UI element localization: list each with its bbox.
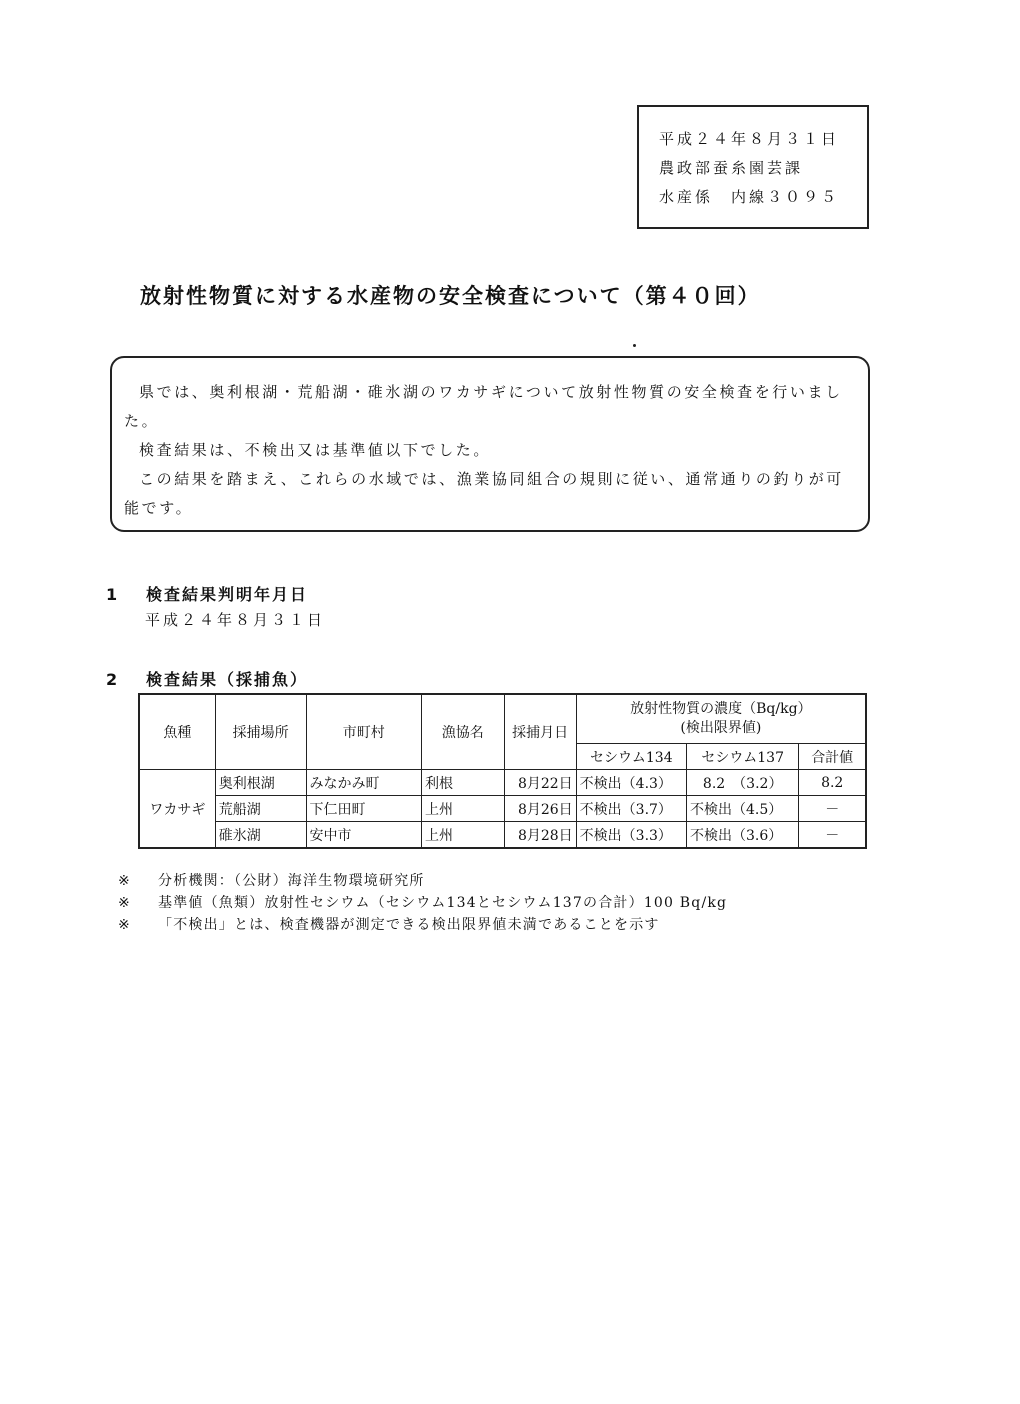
document-title: 放射性物質に対する水産物の安全検査について（第４０回） — [140, 284, 761, 308]
header-coop: 漁協名 — [422, 694, 504, 770]
note-mark: ※ — [118, 873, 131, 889]
note-text: 「不検出」とは、検査機器が測定できる検出限界値未満であることを示す — [158, 917, 660, 933]
total-cell: 8.2 — [799, 770, 866, 796]
header-cs134: セシウム134 — [576, 744, 686, 770]
town-cell: 下仁田町 — [306, 796, 421, 822]
notes-list — [118, 870, 918, 936]
section-1-heading — [106, 582, 308, 605]
coop-cell: 上州 — [422, 822, 504, 849]
fish-name-cell: ワカサギ — [139, 770, 215, 849]
header-date: 採捕月日 — [504, 694, 576, 770]
cs137-cell: 8.2 （3.2） — [687, 770, 799, 796]
date-cell: 8月26日 — [504, 796, 576, 822]
summary-box — [110, 356, 870, 532]
cs137-cell: 不検出（4.5） — [687, 796, 799, 822]
header-fish: 魚種 — [139, 694, 215, 770]
table-row — [139, 822, 866, 849]
header-town: 市町村 — [306, 694, 421, 770]
section-1-body: 平成２４年８月３１日 — [145, 611, 326, 629]
section-1-title: 検査結果判明年月日 — [146, 585, 309, 604]
coop-cell: 上州 — [422, 796, 504, 822]
summary-line-1: 県では、奥利根湖・荒船湖・碓氷湖のワカサギについて放射性物質の安全検査を行いました。 — [124, 383, 843, 430]
coop-cell: 利根 — [422, 770, 504, 796]
header-contact: 水産係 内線３０９５ — [659, 188, 840, 206]
header-concentration — [576, 694, 866, 744]
total-cell: － — [799, 822, 866, 849]
header-info-box — [637, 105, 869, 229]
header-date: 平成２４年８月３１日 — [659, 130, 840, 148]
place-cell: 荒船湖 — [215, 796, 306, 822]
stray-dot — [633, 344, 636, 347]
table-row — [139, 796, 866, 822]
note-mark: ※ — [118, 917, 131, 933]
section-2-number: 2 — [106, 670, 120, 689]
summary-line-3: この結果を踏まえ、これらの水域では、漁業協同組合の規則に従い、通常通りの釣りが可能です。 — [124, 470, 844, 517]
place-cell: 奥利根湖 — [215, 770, 306, 796]
note-item — [118, 892, 918, 914]
place-cell: 碓氷湖 — [215, 822, 306, 849]
header-concentration-sub: (検出限界値) — [680, 720, 762, 736]
header-place: 採捕場所 — [215, 694, 306, 770]
section-2-title: 検査結果（採捕魚） — [146, 670, 309, 689]
header-concentration-title: 放射性物質の濃度（Bq/kg） — [630, 701, 812, 717]
town-cell: みなかみ町 — [306, 770, 421, 796]
section-2-heading — [106, 667, 308, 690]
cs134-cell: 不検出（3.3） — [576, 822, 686, 849]
header-total: 合計値 — [799, 744, 866, 770]
table-row — [139, 770, 866, 796]
summary-line-2: 検査結果は、不検出又は基準値以下でした。 — [139, 441, 492, 459]
section-1-number: 1 — [106, 585, 120, 604]
cs134-cell: 不検出（3.7） — [576, 796, 686, 822]
cs134-cell: 不検出（4.3） — [576, 770, 686, 796]
date-cell: 8月22日 — [504, 770, 576, 796]
note-mark: ※ — [118, 895, 131, 911]
town-cell: 安中市 — [306, 822, 421, 849]
header-cs137: セシウム137 — [687, 744, 799, 770]
cs137-cell: 不検出（3.6） — [687, 822, 799, 849]
note-item — [118, 914, 918, 936]
total-cell: － — [799, 796, 866, 822]
note-text: 基準値（魚類）放射性セシウム（セシウム134とセシウム137の合計）100 Bq/kg — [158, 895, 728, 911]
note-text: 分析機関：（公財）海洋生物環境研究所 — [158, 873, 425, 889]
header-department: 農政部蚕糸園芸課 — [659, 159, 804, 177]
results-table — [138, 693, 867, 849]
note-item — [118, 870, 918, 892]
date-cell: 8月28日 — [504, 822, 576, 849]
